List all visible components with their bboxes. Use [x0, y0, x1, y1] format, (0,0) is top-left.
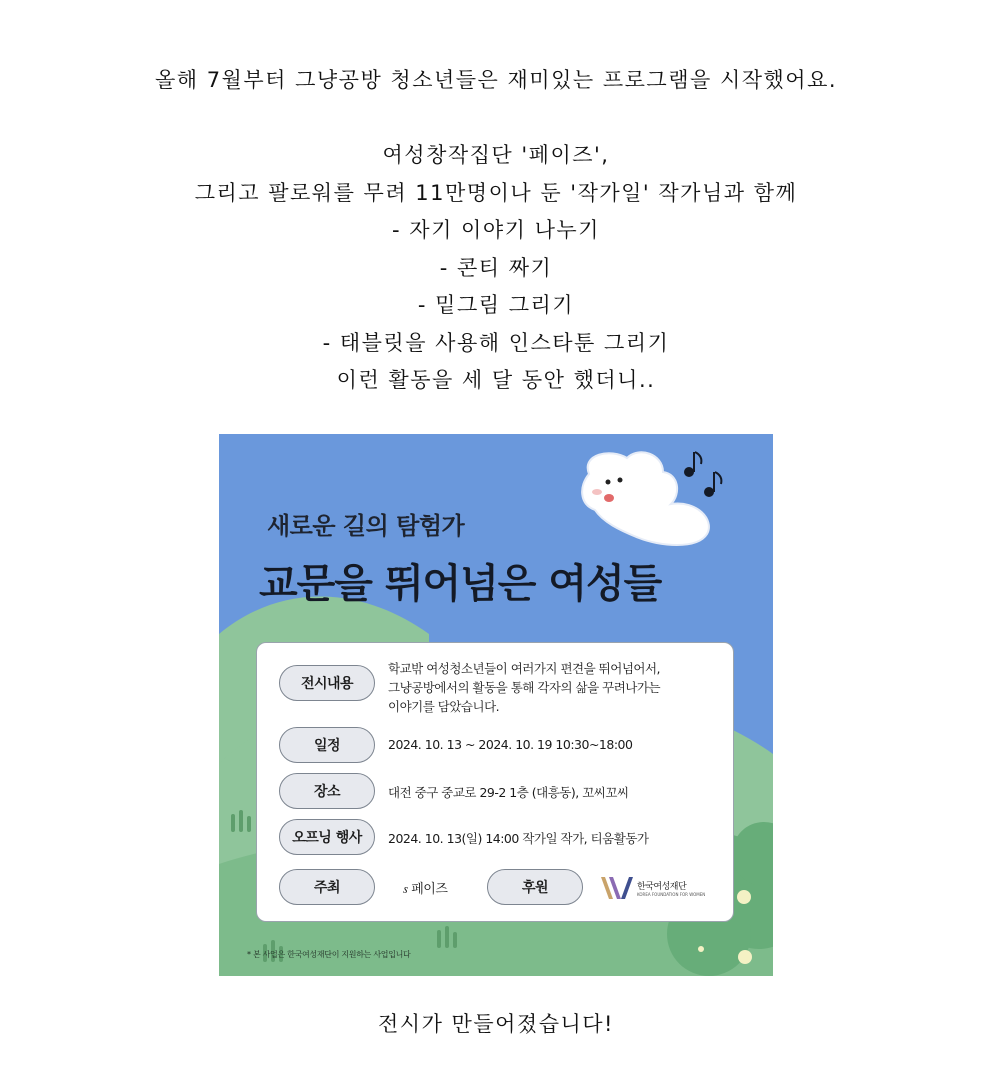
content-line: 학교밖 여성청소년들이 여러가지 편견을 뛰어넘어서,	[388, 661, 661, 676]
funding-note: * 본 사업은 한국여성재단이 지원하는 사업입니다	[247, 950, 411, 959]
intro-line: - 밑그림 그리기	[417, 293, 575, 317]
poster-subtitle: 새로운 길의 탐험가	[267, 512, 465, 540]
foundation-subname: KOREA FOUNDATION FOR WOMEN	[637, 892, 706, 897]
opening-value: 2024. 10. 13(일) 14:00 작가일 작가, 티움활동가	[388, 831, 649, 846]
outro-text: 전시가 만들어졌습니다!	[378, 1012, 614, 1036]
intro-line: 그리고 팔로워를 무려 11만명이나 둔 '작가일' 작가님과 함께	[194, 180, 798, 205]
exhibition-poster	[219, 434, 773, 976]
music-notes	[684, 452, 721, 497]
sponsor-logo	[599, 873, 729, 905]
opening-label-pill: 오프닝 행사	[279, 819, 375, 855]
content-description	[388, 659, 660, 716]
intro-line: - 콘티 짜기	[439, 255, 553, 280]
intro-line: 올해 7월부터 그냥공방 청소년들은 재미있는 프로그램을 시작했어요.	[154, 68, 838, 92]
foundation-name: 한국여성재단	[637, 882, 687, 892]
intro-line: - 자기 이야기 나누기	[392, 218, 600, 242]
intro-line: 이런 활동을 세 달 동안 했더니..	[336, 368, 656, 392]
place-label-pill: 장소	[279, 773, 375, 809]
schedule-value: 2024. 10. 13 ~ 2024. 10. 19 10:30~18:00	[388, 737, 633, 752]
content-label-pill: 전시내용	[279, 665, 375, 701]
ghost-illustration	[582, 452, 709, 545]
content-line: 이야기를 담았습니다.	[388, 699, 500, 714]
faze-logo-icon: 𝆍	[403, 882, 408, 897]
content-line: 그냥공방에서의 활동을 통해 각자의 삶을 꾸려나가는	[388, 680, 661, 695]
host-logo: 𝆍 페이즈	[403, 882, 448, 897]
place-value: 대전 중구 중교로 29-2 1층 (대흥동), 꼬씨꼬씨	[388, 785, 629, 800]
intro-line: 여성창작집단 '페이즈',	[382, 143, 610, 167]
schedule-label-pill: 일정	[279, 727, 375, 763]
sponsor-label-pill: 후원	[487, 869, 583, 905]
foundation-logo-icon	[599, 873, 635, 903]
host-label-pill: 주최	[279, 869, 375, 905]
intro-text	[0, 62, 992, 400]
info-card	[256, 642, 734, 922]
intro-line: - 태블릿을 사용해 인스타툰 그리기	[322, 330, 670, 355]
poster-title: 교문을 뛰어넘은 여성들	[259, 561, 662, 607]
